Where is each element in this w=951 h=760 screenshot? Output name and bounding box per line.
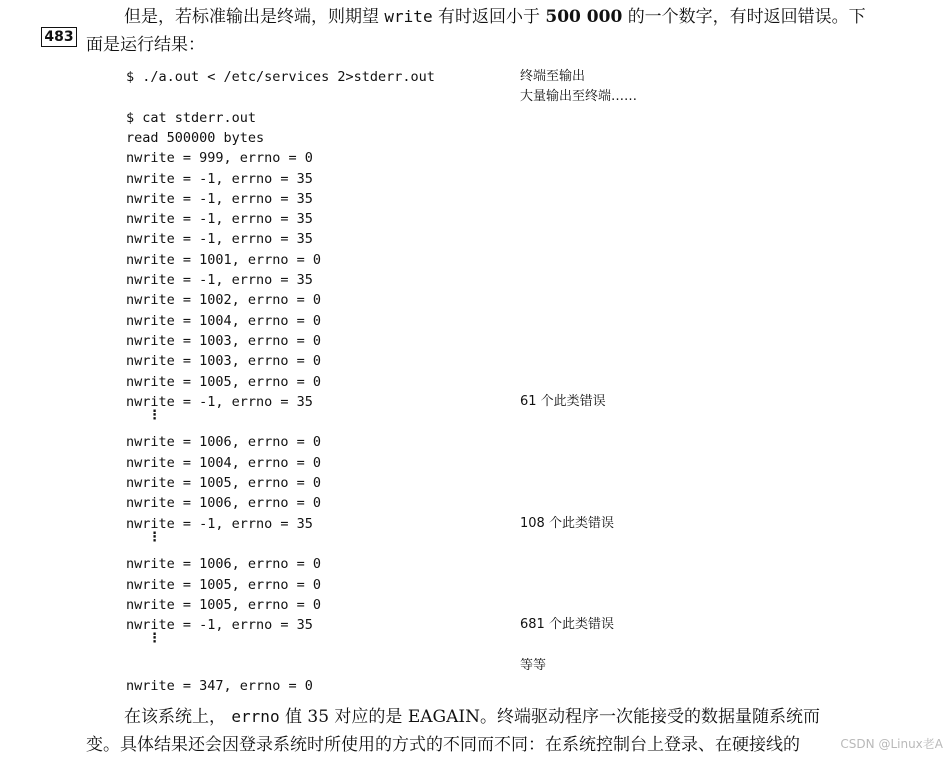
- side-note: 大量输出至终端……: [520, 89, 638, 105]
- ellipsis-vertical-icon: ⋮: [148, 408, 161, 424]
- code-line: nwrite = -1, errno = 35: [126, 231, 313, 248]
- code-line: $ cat stderr.out: [126, 109, 257, 126]
- code-line: nwrite = -1, errno = 35: [126, 617, 313, 634]
- watermark: CSDN @Linux老A: [840, 737, 943, 751]
- outro-code-errno: errno: [231, 707, 280, 726]
- code-line: nwrite = 1006, errno = 0: [126, 434, 322, 451]
- code-line: nwrite = -1, errno = 35: [126, 393, 313, 410]
- code-line: nwrite = 1003, errno = 0: [126, 332, 322, 349]
- code-line: nwrite = 1006, errno = 0: [126, 495, 322, 512]
- side-note: 终端至输出: [520, 69, 586, 84]
- outro-line-2: 变。具体结果还会因登录系统时所使用的方式的不同而不同：在系统控制台上登录、在硬接线的: [86, 735, 800, 755]
- code-line: nwrite = -1, errno = 35: [126, 272, 313, 288]
- outro-line-1: [124, 706, 820, 728]
- intro-text-b: 有时返回小于: [437, 7, 540, 27]
- margin-page-number: 483: [41, 27, 77, 47]
- side-note: 108 个此类错误: [520, 515, 614, 531]
- outro-text-b: 值 35 对应的是 EAGAIN。终端驱动程序一次能接受的数据量随系统而: [284, 707, 820, 727]
- code-line: nwrite = 347, errno = 0: [126, 678, 313, 694]
- side-note: 61 个此类错误: [520, 393, 606, 409]
- intro-text-a: 但是，若标准输出是终端，则期望: [124, 7, 379, 27]
- intro-code-write: write: [384, 7, 433, 26]
- ellipsis-vertical-icon: ⋮: [148, 631, 161, 647]
- code-line: nwrite = 1005, errno = 0: [126, 475, 322, 491]
- code-line: nwrite = -1, errno = 35: [126, 515, 313, 532]
- side-note: 等等: [520, 657, 547, 673]
- side-note: 681 个此类错误: [520, 617, 614, 633]
- code-line: nwrite = 1003, errno = 0: [126, 353, 322, 370]
- code-line: nwrite = -1, errno = 35: [126, 170, 313, 187]
- code-line: nwrite = -1, errno = 35: [126, 211, 313, 228]
- code-line: nwrite = 999, errno = 0: [126, 150, 313, 167]
- code-line: nwrite = 1002, errno = 0: [126, 292, 322, 309]
- code-line: nwrite = 1005, errno = 0: [126, 576, 322, 593]
- code-line: nwrite = 1005, errno = 0: [126, 373, 322, 390]
- code-line: $ ./a.out < /etc/services 2>stderr.out: [126, 69, 435, 85]
- code-line: nwrite = 1004, errno = 0: [126, 454, 322, 471]
- outro-text-a: 在该系统上，: [124, 707, 226, 727]
- intro-text-c: 的一个数字，有时返回错误。下: [627, 7, 866, 27]
- code-line: nwrite = 1001, errno = 0: [126, 251, 322, 268]
- code-line: nwrite = 1004, errno = 0: [126, 312, 322, 329]
- intro-line-1: [124, 6, 866, 28]
- intro-number: 500 000: [545, 7, 623, 27]
- code-line: read 500000 bytes: [126, 129, 265, 146]
- code-line: nwrite = 1005, errno = 0: [126, 596, 322, 613]
- code-line: nwrite = -1, errno = 35: [126, 190, 313, 207]
- code-line: nwrite = 1006, errno = 0: [126, 556, 322, 573]
- ellipsis-vertical-icon: ⋮: [148, 529, 161, 545]
- intro-line-2: 面是运行结果：: [86, 35, 205, 55]
